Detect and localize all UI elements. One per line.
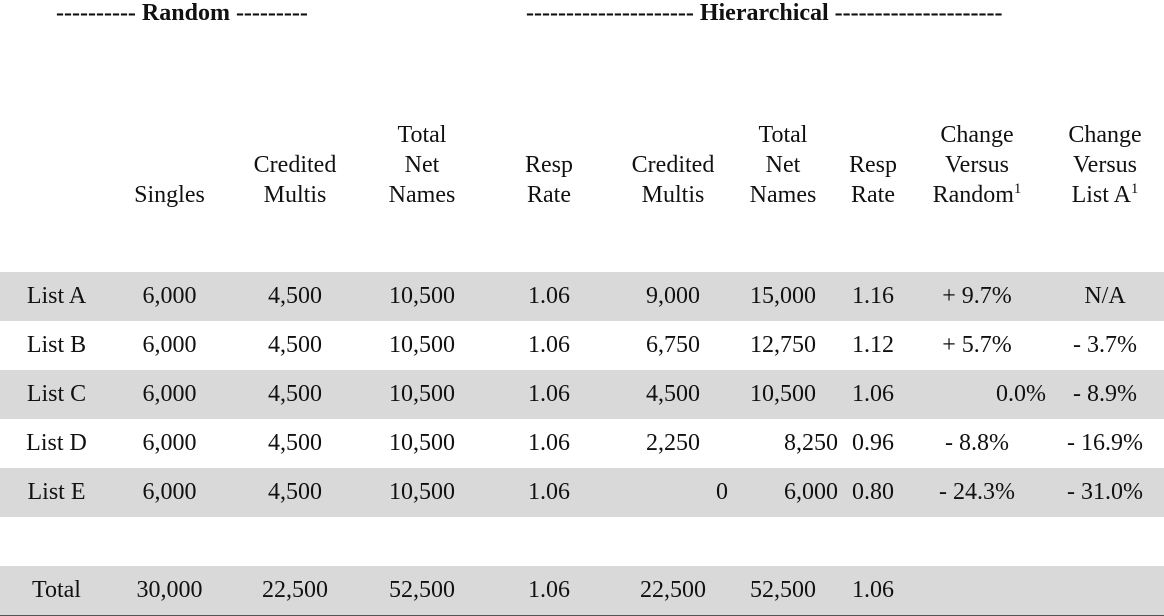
header-line [908,180,1046,210]
header-text: List A [1071,182,1131,208]
header-change-vs-list-a [1046,90,1164,232]
change-vs-random-cell: - 24.3% [908,468,1046,517]
resp-rate-cell: 1.06 [528,332,570,358]
header-line: Rate [851,182,895,208]
header-h-resp-rate [838,90,908,232]
header-line: Names [388,182,456,208]
change-vs-list-a-cell: N/A [1046,272,1164,321]
table-row [0,321,1164,370]
total-multis: 22,500 [226,566,364,616]
header-line: Total [397,122,447,148]
net-names-cell: 10,500 [389,332,455,358]
total-h-net-names: 52,500 [728,566,838,616]
total-h-multis: 22,500 [618,566,728,616]
header-line [1046,180,1164,210]
multis-cell: 4,500 [268,332,322,358]
total-h-resp-rate: 1.06 [838,566,908,616]
header-line: Singles [134,182,205,208]
multis-cell: 4,500 [226,468,364,517]
singles-cell: 6,000 [142,430,197,456]
resp-rate-cell: 1.06 [480,468,618,517]
header-total-net-names [364,90,480,232]
header-line: Net [765,152,801,178]
spacer-row [0,517,1164,566]
list-name: List E [0,468,113,517]
header-row [0,90,1164,232]
change-vs-list-a-cell: - 16.9% [1067,430,1143,456]
header-singles [113,90,226,232]
footnote-marker: 1 [1130,181,1139,197]
h-net-names-cell: 6,000 [728,468,838,517]
header-line: Resp [849,152,897,178]
h-multis-cell: 6,750 [646,332,700,358]
total-change-vs-list-a [1046,566,1164,616]
total-change-vs-random [908,566,1046,616]
list-name: List C [0,370,113,419]
multis-cell: 4,500 [268,430,322,456]
total-resp-rate: 1.06 [480,566,618,616]
header-line: Change [1068,122,1142,148]
resp-rate-cell: 1.06 [480,370,618,419]
header-text: Random [932,182,1014,208]
change-vs-list-a-cell: - 8.9% [1046,370,1164,419]
change-vs-list-a-cell: - 3.7% [1073,332,1137,358]
response-rate-table [0,90,1164,616]
h-multis-cell: 4,500 [618,370,728,419]
footnote-marker: 1 [1013,181,1022,197]
change-vs-random-cell: + 9.7% [908,272,1046,321]
header-credited-multis [226,90,364,232]
list-name: List B [26,332,87,358]
h-multis-cell: 9,000 [618,272,728,321]
list-name: List A [0,272,113,321]
header-line: Versus [945,152,1009,178]
h-net-names-cell: 10,500 [728,370,838,419]
table-row [0,370,1164,419]
hierarchical-group-header: --------------------- Hierarchical --------------------- [526,0,1003,26]
multis-cell: 4,500 [226,272,364,321]
h-net-names-cell: 12,750 [750,332,816,358]
header-resp-rate-random [480,90,618,232]
h-resp-rate-cell: 0.96 [852,430,894,456]
table-row [0,419,1164,468]
h-resp-rate-cell: 1.16 [838,272,908,321]
h-net-names-cell: 8,250 [784,430,838,456]
random-group-header: ---------- Random --------- [56,0,308,26]
resp-rate-cell: 1.06 [480,272,618,321]
header-h-total-net-names [728,90,838,232]
net-names-cell: 10,500 [389,430,455,456]
singles-cell: 6,000 [113,272,226,321]
h-resp-rate-cell: 1.12 [852,332,894,358]
change-vs-random-cell: + 5.7% [942,332,1012,358]
header-change-vs-random [908,90,1046,232]
h-net-names-cell: 15,000 [728,272,838,321]
multis-cell: 4,500 [226,370,364,419]
change-vs-list-a-cell: - 31.0% [1046,468,1164,517]
total-net-names: 52,500 [364,566,480,616]
table-row [0,468,1164,517]
total-label: Total [0,566,113,616]
header-line: Multis [641,182,705,208]
singles-cell: 6,000 [113,370,226,419]
header-line: Multis [263,182,327,208]
h-multis-cell: 0 [618,468,728,517]
net-names-cell: 10,500 [364,468,480,517]
header-list [0,90,113,232]
resp-rate-cell: 1.06 [528,430,570,456]
list-name: List D [26,430,87,456]
header-line: Credited [253,152,337,178]
spacer-row [0,232,1164,272]
change-vs-random-cell: 0.0% [908,370,1046,419]
total-row [0,566,1164,616]
h-multis-cell: 2,250 [646,430,700,456]
h-resp-rate-cell: 0.80 [838,468,908,517]
header-h-credited-multis [618,90,728,232]
net-names-cell: 10,500 [364,370,480,419]
header-line: Credited [631,152,715,178]
header-line: Resp [525,152,573,178]
change-vs-random-cell: - 8.8% [945,430,1009,456]
header-line: Names [749,182,817,208]
header-line: Change [940,122,1014,148]
net-names-cell: 10,500 [364,272,480,321]
header-line: Net [404,152,440,178]
singles-cell: 6,000 [142,332,197,358]
header-line: Rate [527,182,571,208]
table-row [0,272,1164,321]
header-line: Total [758,122,808,148]
h-resp-rate-cell: 1.06 [838,370,908,419]
total-singles: 30,000 [113,566,226,616]
singles-cell: 6,000 [113,468,226,517]
header-line: Versus [1073,152,1137,178]
